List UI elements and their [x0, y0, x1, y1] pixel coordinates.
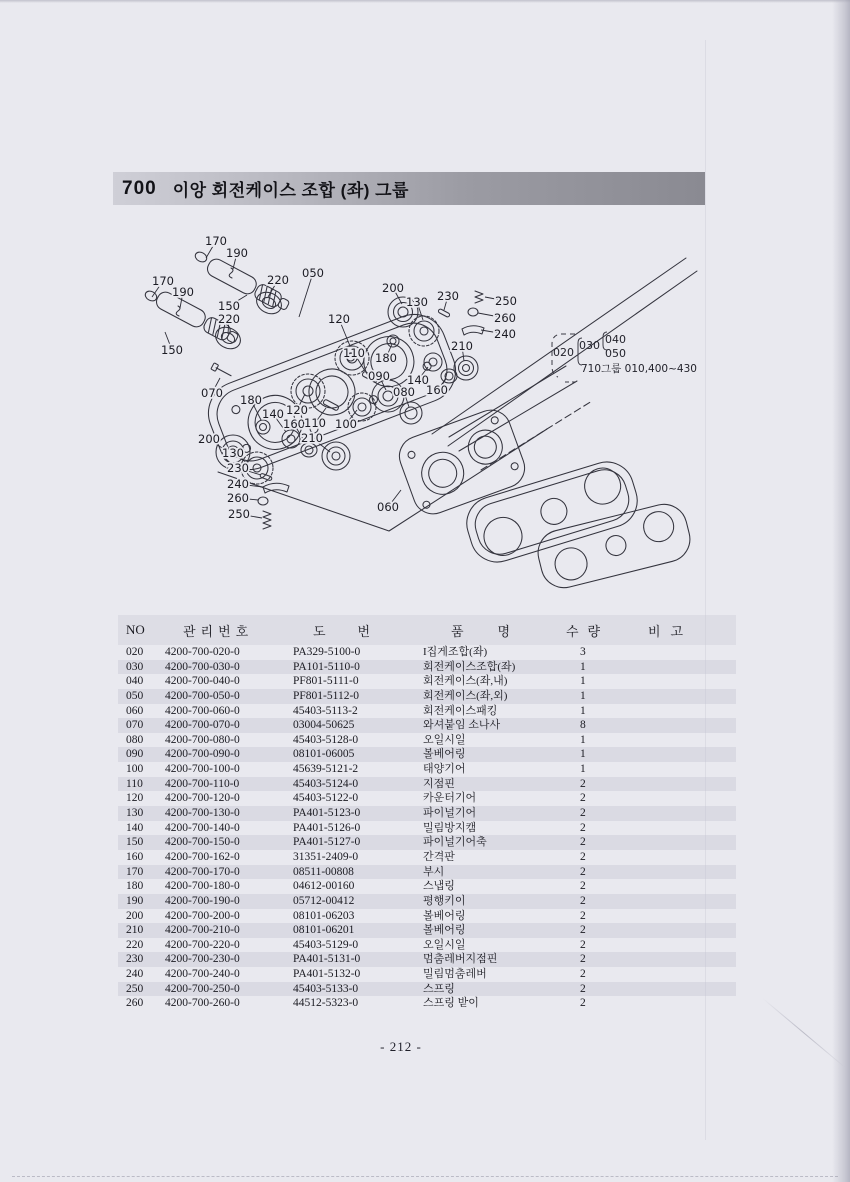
table-header-row [118, 615, 736, 645]
cell-name: 회전케이스패킹 [423, 704, 498, 717]
cell-qty: 2 [580, 836, 586, 849]
callout-140: 140 [407, 373, 429, 387]
cell-dwg: 45403-5113-2 [293, 704, 358, 717]
cell-qty: 2 [580, 982, 586, 995]
cell-note [636, 660, 736, 675]
cell-mgmt: 4200-700-170-0 [165, 865, 240, 878]
cell-note [636, 952, 736, 967]
callout-110: 110 [343, 346, 365, 360]
callout-180: 180 [375, 351, 397, 365]
cell-qty: 2 [580, 894, 586, 907]
cell-mgmt: 4200-700-120-0 [165, 792, 240, 805]
cell-no: 030 [126, 660, 144, 673]
cell-mgmt: 4200-700-150-0 [165, 836, 240, 849]
cell-no: 140 [126, 821, 144, 834]
callout-240: 240 [227, 477, 249, 491]
cell-note [636, 689, 736, 704]
parts-table [118, 615, 736, 1011]
cell-dwg: 08101-06203 [293, 909, 355, 922]
cell-mgmt: 4200-700-240-0 [165, 968, 240, 981]
cell-qty: 1 [580, 689, 586, 702]
cell-qty: 1 [580, 748, 586, 761]
table-row [118, 967, 736, 982]
table-row [118, 733, 736, 748]
assembled-case-shape [533, 499, 695, 592]
column-header-drawing-number: 도번 [313, 623, 403, 639]
cell-dwg: PA401-5131-0 [293, 953, 361, 966]
cell-note [636, 645, 736, 660]
callout-190: 190 [172, 285, 194, 299]
cell-name: 멈춤레버지점핀 [423, 953, 498, 966]
ref-group-mid: 030 [579, 339, 600, 352]
cell-dwg: PA329-5100-0 [293, 646, 361, 658]
cell-no: 160 [126, 850, 144, 863]
callout-130: 130 [222, 446, 244, 460]
cell-no: 200 [126, 909, 144, 922]
cell-no: 240 [126, 968, 144, 981]
cell-qty: 2 [580, 807, 586, 820]
cell-name: 밀림멈춤레버 [423, 968, 487, 981]
cell-mgmt: 4200-700-190-0 [165, 894, 240, 907]
cell-name: 오일시일 [423, 938, 466, 951]
callout-180: 180 [240, 393, 262, 407]
cell-mgmt: 4200-700-210-0 [165, 924, 240, 937]
cell-name: 간격판 [423, 850, 455, 863]
cell-qty: 1 [580, 675, 586, 688]
callout-210: 210 [301, 431, 323, 445]
callout-070: 070 [201, 386, 223, 400]
diagram-callouts [152, 234, 517, 521]
table-row [118, 923, 736, 938]
cell-qty: 2 [580, 850, 586, 863]
callout-190: 190 [226, 246, 248, 260]
cell-dwg: PA401-5123-0 [293, 807, 361, 820]
cell-note [636, 894, 736, 909]
callout-170: 170 [152, 274, 174, 288]
callout-110: 110 [304, 416, 326, 430]
cell-no: 100 [126, 763, 144, 776]
cell-mgmt: 4200-700-060-0 [165, 704, 240, 717]
cell-mgmt: 4200-700-050-0 [165, 689, 240, 702]
cell-qty: 2 [580, 968, 586, 981]
table-row [118, 894, 736, 909]
cell-no: 070 [126, 719, 144, 732]
cell-name: 밀림방지캠 [423, 821, 477, 834]
cell-no: 090 [126, 748, 144, 761]
ref-group-note: 710그룹 010,400~430 [581, 363, 697, 375]
column-header-remarks: 비고 [648, 623, 694, 639]
cell-name: 회전케이스(좌,내) [423, 675, 508, 688]
cell-name: 볼베어링 [423, 924, 466, 937]
cell-name: 오일시일 [423, 733, 466, 746]
cell-mgmt: 4200-700-020-0 [165, 646, 240, 658]
table-row [118, 660, 736, 675]
table-body [118, 645, 736, 1011]
cell-note [636, 923, 736, 938]
cell-dwg: PA401-5132-0 [293, 968, 361, 981]
table-row [118, 777, 736, 792]
cell-name: 스냅링 [423, 880, 455, 893]
cell-note [636, 806, 736, 821]
cell-dwg: 45403-5133-0 [293, 982, 359, 995]
cell-qty: 2 [580, 792, 586, 805]
cell-mgmt: 4200-700-250-0 [165, 982, 240, 995]
cell-qty: 2 [580, 953, 586, 966]
table-row [118, 689, 736, 704]
cell-no: 170 [126, 865, 144, 878]
callout-160: 160 [426, 383, 448, 397]
callout-250: 250 [228, 507, 250, 521]
cell-dwg: 44512-5323-0 [293, 997, 359, 1010]
cell-note [636, 704, 736, 719]
cell-name: 볼베어링 [423, 909, 466, 922]
cell-name: 볼베어링 [423, 748, 466, 761]
callout-230: 230 [437, 289, 459, 303]
cell-note [636, 967, 736, 982]
cell-dwg: 05712-00412 [293, 894, 355, 907]
table-row [118, 938, 736, 953]
cell-name: 태양기어 [423, 763, 466, 776]
cell-dwg: PF801-5111-0 [293, 675, 359, 688]
cell-note [636, 982, 736, 997]
ref-group-outer: 020 [553, 346, 574, 359]
cell-no: 050 [126, 689, 144, 702]
cell-dwg: PF801-5112-0 [293, 689, 360, 702]
callout-260: 260 [227, 491, 249, 505]
assembled-case-shape [460, 455, 644, 568]
callout-130: 130 [406, 295, 428, 309]
table-row [118, 850, 736, 865]
cell-note [636, 996, 736, 1011]
cell-no: 020 [126, 646, 144, 658]
cell-no: 220 [126, 938, 144, 951]
cell-name: 부시 [423, 865, 445, 878]
callout-060: 060 [377, 500, 399, 514]
cell-no: 060 [126, 704, 144, 717]
cell-note [636, 791, 736, 806]
cell-dwg: 45403-5124-0 [293, 777, 359, 790]
cell-qty: 1 [580, 733, 586, 746]
callout-250: 250 [495, 294, 517, 308]
callout-200: 200 [382, 281, 404, 295]
cell-no: 110 [126, 777, 143, 790]
table-row [118, 645, 736, 660]
cell-no: 040 [126, 675, 144, 688]
cell-dwg: 08101-06005 [293, 748, 355, 761]
callout-140: 140 [262, 407, 284, 421]
column-header-no: NO [126, 622, 145, 637]
cell-note [636, 879, 736, 894]
cell-mgmt: 4200-700-030-0 [165, 660, 240, 673]
cell-mgmt: 4200-700-040-0 [165, 675, 240, 688]
cell-qty: 8 [580, 719, 586, 732]
ref-group-top: 040 [605, 333, 626, 346]
callout-220: 220 [267, 273, 289, 287]
cell-dwg: PA401-5127-0 [293, 836, 361, 849]
table-row [118, 806, 736, 821]
cell-name: 파이널기어 [423, 807, 477, 820]
callout-200: 200 [198, 432, 220, 446]
cell-no: 190 [126, 894, 144, 907]
cell-qty: 2 [580, 880, 586, 893]
cell-name: I집게조합(좌) [423, 646, 488, 658]
table-row [118, 704, 736, 719]
callout-100: 100 [335, 417, 357, 431]
cell-dwg: 31351-2409-0 [293, 850, 359, 863]
cell-qty: 2 [580, 938, 586, 951]
cell-note [636, 718, 736, 733]
cell-dwg: 03004-50625 [293, 719, 355, 732]
cell-dwg: 08511-00808 [293, 865, 354, 878]
cell-name: 회전케이스(좌,외) [423, 689, 508, 702]
cell-no: 080 [126, 733, 144, 746]
table-row [118, 982, 736, 997]
table-row [118, 865, 736, 880]
callout-150: 150 [218, 299, 240, 313]
cell-note [636, 909, 736, 924]
cell-mgmt: 4200-700-070-0 [165, 719, 240, 732]
column-header-quantity: 수량 [566, 623, 610, 639]
table-row [118, 879, 736, 894]
cell-note [636, 865, 736, 880]
cell-mgmt: 4200-700-162-0 [165, 850, 240, 863]
reference-box-brackets [545, 326, 715, 392]
cell-no: 210 [126, 924, 144, 937]
reference-note-box [545, 326, 715, 392]
table-row [118, 952, 736, 967]
cell-no: 180 [126, 880, 144, 893]
cell-no: 120 [126, 792, 144, 805]
inner-cover-shape [394, 405, 530, 520]
cell-note [636, 733, 736, 748]
cell-note [636, 835, 736, 850]
section-number: 700 [122, 177, 157, 199]
callout-170: 170 [205, 234, 227, 248]
cell-mgmt: 4200-700-200-0 [165, 909, 240, 922]
cell-mgmt: 4200-700-080-0 [165, 733, 240, 746]
cell-qty: 2 [580, 997, 586, 1010]
ref-group-bottom: 050 [605, 347, 626, 360]
cell-qty: 1 [580, 763, 586, 776]
cell-name: 와셔붙임 소나사 [423, 719, 501, 732]
cell-name: 스프링 [423, 982, 455, 995]
cell-name: 파이널기어축 [423, 836, 487, 849]
cell-mgmt: 4200-700-140-0 [165, 821, 240, 834]
column-header-mgmt-number: 관리번호 [183, 623, 254, 639]
cell-dwg: 45403-5122-0 [293, 792, 359, 805]
cell-mgmt: 4200-700-110-0 [165, 777, 240, 790]
cell-qty: 2 [580, 909, 586, 922]
table-row [118, 996, 736, 1011]
cell-dwg: 45403-5128-0 [293, 733, 359, 746]
cell-dwg: PA401-5126-0 [293, 821, 361, 834]
cell-mgmt: 4200-700-100-0 [165, 763, 240, 776]
cell-no: 230 [126, 953, 144, 966]
cell-qty: 2 [580, 924, 586, 937]
cell-name: 회전케이스조합(좌) [423, 660, 516, 673]
cell-dwg: 45403-5129-0 [293, 938, 359, 951]
cell-no: 250 [126, 982, 144, 995]
table-row [118, 791, 736, 806]
callout-240: 240 [494, 327, 516, 341]
callout-160: 160 [283, 417, 305, 431]
cell-mgmt: 4200-700-230-0 [165, 953, 240, 966]
cell-name: 지점핀 [423, 777, 455, 790]
cell-qty: 3 [580, 646, 586, 658]
callout-230: 230 [227, 461, 249, 475]
table-row [118, 909, 736, 924]
callout-050: 050 [302, 266, 324, 280]
callout-120: 120 [328, 312, 350, 326]
table-row [118, 835, 736, 850]
page-title: 이앙 회전케이스 조합 (좌) 그룹 [172, 181, 409, 200]
cell-qty: 1 [580, 704, 586, 717]
cell-qty: 2 [580, 777, 586, 790]
cell-qty: 1 [580, 660, 586, 673]
cell-note [636, 762, 736, 777]
cell-no: 150 [126, 836, 144, 849]
callout-080: 080 [393, 385, 415, 399]
cell-name: 평행키이 [423, 894, 466, 907]
table-row [118, 747, 736, 762]
cell-note [636, 674, 736, 689]
table-row [118, 674, 736, 689]
callout-150: 150 [161, 343, 183, 357]
table-row [118, 762, 736, 777]
table-row [118, 718, 736, 733]
cell-mgmt: 4200-700-220-0 [165, 938, 240, 951]
cell-name: 카운터기어 [423, 792, 477, 805]
cell-note [636, 747, 736, 762]
cell-mgmt: 4200-700-090-0 [165, 748, 240, 761]
callout-120: 120 [286, 403, 308, 417]
cell-dwg: PA101-5110-0 [293, 660, 360, 673]
callout-220: 220 [218, 312, 240, 326]
cell-dwg: 45639-5121-2 [293, 763, 359, 776]
cell-mgmt: 4200-700-260-0 [165, 997, 240, 1010]
callout-260: 260 [494, 311, 516, 325]
cell-qty: 2 [580, 865, 586, 878]
cell-no: 260 [126, 997, 144, 1010]
callout-210: 210 [451, 339, 473, 353]
cell-mgmt: 4200-700-180-0 [165, 880, 240, 893]
cell-note [636, 938, 736, 953]
table-row [118, 821, 736, 836]
cell-no: 130 [126, 807, 144, 820]
cell-dwg: 08101-06201 [293, 924, 355, 937]
callout-090: 090 [368, 369, 390, 383]
cell-dwg: 04612-00160 [293, 880, 355, 893]
column-header-part-name: 품명 [451, 623, 545, 639]
page-number: - 212 - [380, 1039, 422, 1054]
cell-note [636, 850, 736, 865]
cell-note [636, 777, 736, 792]
cell-note [636, 821, 736, 836]
cell-mgmt: 4200-700-130-0 [165, 807, 240, 820]
cell-name: 스프링 받이 [423, 997, 479, 1010]
cell-qty: 2 [580, 821, 586, 834]
